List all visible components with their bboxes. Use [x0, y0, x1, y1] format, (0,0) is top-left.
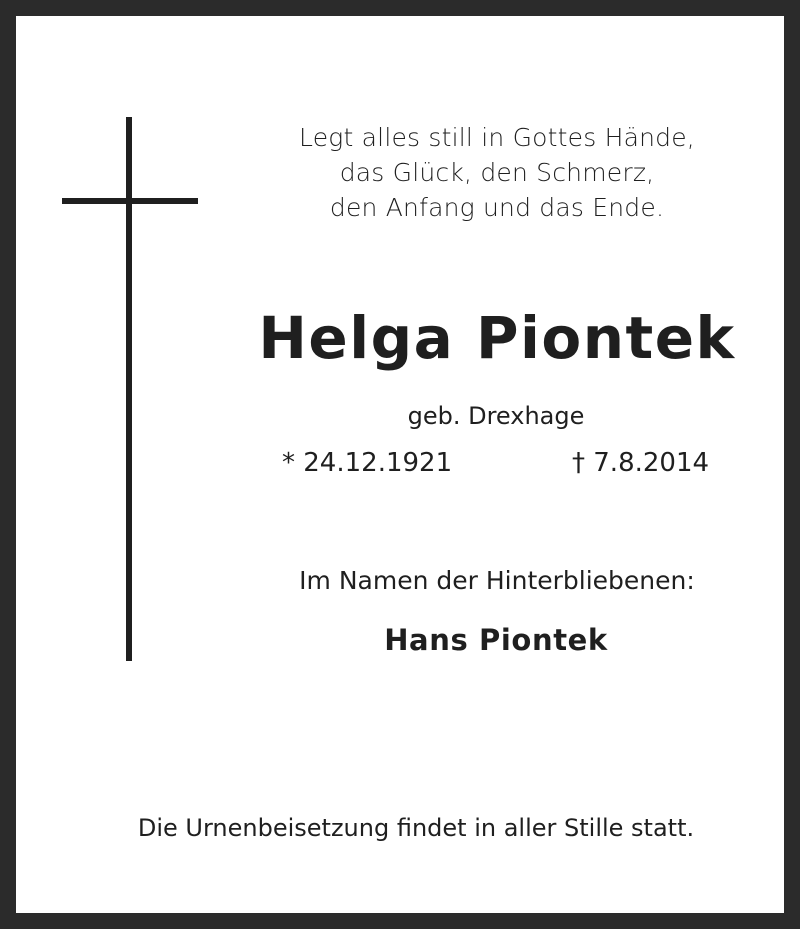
funeral-note: Die Urnenbeisetzung findet in aller Stille statt.	[137, 814, 695, 842]
verse-line-1: Legt alles still in Gottes Hände,	[299, 123, 695, 152]
verse-line-3: den Anfang und das Ende.	[329, 193, 665, 222]
deceased-name: Helga Piontek	[258, 304, 736, 372]
death-date: † 7.8.2014	[572, 448, 710, 478]
cross-icon-crossbar	[62, 198, 198, 204]
birth-date: * 24.12.1921	[282, 448, 453, 478]
birth-name: geb. Drexhage	[407, 402, 585, 430]
mourner-name: Hans Piontek	[384, 623, 608, 657]
mourners-intro: Im Namen der Hinterbliebenen:	[299, 566, 695, 595]
verse-line-2: das Glück, den Schmerz,	[339, 158, 655, 187]
verse	[256, 120, 738, 225]
